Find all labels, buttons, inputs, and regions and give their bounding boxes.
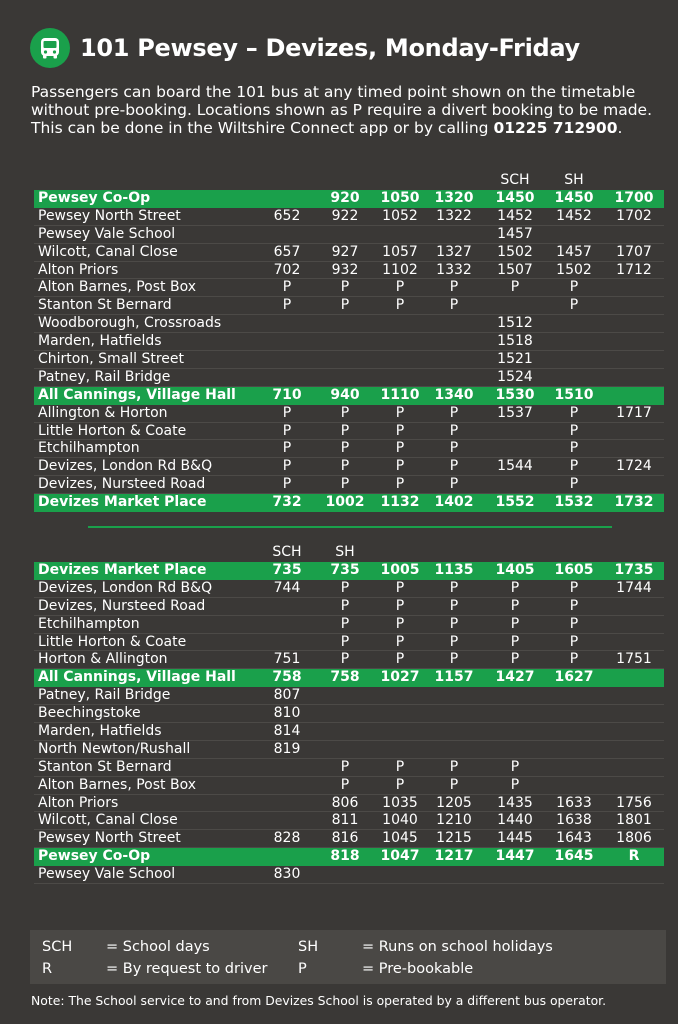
timing-point-row (34, 669, 664, 687)
stop-name: Pewsey North Street (38, 207, 181, 224)
stop-name: Patney, Rail Bridge (38, 368, 171, 385)
departure-time: P (282, 458, 292, 475)
stop-name: Pewsey Vale School (38, 225, 176, 242)
departure-time: 940 (330, 386, 360, 403)
departure-time: P (340, 633, 350, 650)
departure-time: 1320 (434, 190, 474, 206)
departure-time: P (449, 758, 459, 775)
table-row (34, 634, 664, 652)
table-row (34, 244, 664, 262)
departure-time: 1047 (380, 848, 420, 865)
departure-time: 1040 (382, 812, 418, 829)
departure-time: 1052 (382, 207, 418, 224)
departure-time: 1057 (382, 243, 418, 260)
table-row (34, 315, 664, 333)
departure-time: 1544 (497, 458, 533, 475)
departure-time: 1751 (616, 651, 652, 668)
departure-time: 1050 (380, 190, 420, 206)
phone-number: 01225 712900 (493, 119, 618, 137)
departure-time: P (395, 579, 405, 596)
departure-time: 1700 (614, 190, 654, 206)
departure-time: 1732 (614, 494, 654, 511)
departure-time: P (340, 615, 350, 632)
stop-name: Stanton St Bernard (38, 297, 172, 314)
departure-time: P (569, 422, 579, 439)
departure-time: 1521 (497, 351, 533, 368)
departure-time: P (395, 476, 405, 493)
stop-name: Etchilhampton (38, 440, 140, 457)
departure-time: 1532 (554, 494, 594, 511)
stop-name: Pewsey Co-Op (38, 848, 151, 865)
departure-time: 1210 (436, 812, 472, 829)
departure-time: 1450 (554, 190, 594, 206)
departure-time: 1756 (616, 794, 652, 811)
stop-name: Alton Barnes, Post Box (38, 776, 196, 793)
stop-name: Patney, Rail Bridge (38, 687, 171, 704)
departure-time: 818 (330, 848, 360, 865)
departure-time: 732 (272, 494, 302, 511)
departure-time: 1707 (616, 243, 652, 260)
departure-time: 1450 (495, 190, 535, 206)
table-row (34, 297, 664, 315)
departure-time: 1512 (497, 315, 533, 332)
departure-time: P (449, 615, 459, 632)
column-header: SCH (272, 544, 302, 560)
stop-name: Beechingstoke (38, 705, 141, 722)
departure-time: 1744 (616, 579, 652, 596)
departure-time: P (569, 615, 579, 632)
departure-time: P (569, 297, 579, 314)
departure-time: P (395, 633, 405, 650)
departure-time: P (395, 297, 405, 314)
departure-time: P (395, 776, 405, 793)
timetable-pewsey-to-devizes (34, 172, 664, 512)
departure-time: 819 (273, 740, 301, 757)
departure-time: P (510, 651, 520, 668)
timing-point-row (34, 494, 664, 512)
departure-time: P (340, 651, 350, 668)
legend-desc: = Pre-bookable (362, 961, 474, 977)
column-header: SH (335, 544, 355, 560)
departure-time: 1215 (436, 830, 472, 847)
timing-point-row (34, 562, 664, 580)
departure-time: P (510, 279, 520, 296)
departure-time: P (340, 422, 350, 439)
table-row (34, 705, 664, 723)
departure-time: P (510, 597, 520, 614)
stop-name: Etchilhampton (38, 615, 140, 632)
departure-time: 1510 (554, 386, 594, 403)
departure-time: 1157 (434, 669, 474, 686)
departure-time: P (282, 422, 292, 439)
departure-time: P (510, 615, 520, 632)
stop-name: Stanton St Bernard (38, 758, 172, 775)
column-header: SH (564, 172, 584, 188)
departure-time: 1530 (495, 386, 535, 403)
departure-time: P (282, 476, 292, 493)
departure-time: P (569, 597, 579, 614)
legend-code: SCH (42, 939, 73, 955)
departure-time: 1205 (436, 794, 472, 811)
departure-time: P (510, 633, 520, 650)
table-row (34, 226, 664, 244)
departure-time: 922 (331, 207, 359, 224)
departure-time: P (282, 404, 292, 421)
stop-name: Alton Priors (38, 794, 119, 811)
table-row (34, 866, 664, 884)
departure-time: 810 (273, 705, 301, 722)
departure-time: 744 (273, 579, 301, 596)
legend-desc: = School days (106, 939, 210, 955)
departure-time: P (395, 404, 405, 421)
departure-time: 1643 (556, 830, 592, 847)
table-row (34, 830, 664, 848)
departure-time: 1801 (616, 812, 652, 829)
departure-time: 927 (331, 243, 359, 260)
departure-time: P (449, 279, 459, 296)
timing-point-row (34, 848, 664, 866)
departure-time: 751 (273, 651, 301, 668)
departure-time: 1507 (497, 261, 533, 278)
departure-time: P (395, 279, 405, 296)
stop-name: Pewsey Co-Op (38, 190, 151, 206)
departure-time: P (449, 579, 459, 596)
table-row (34, 351, 664, 369)
departure-time: 1717 (616, 404, 652, 421)
departure-time: 1735 (614, 562, 654, 578)
departure-time: P (395, 758, 405, 775)
departure-time: 1724 (616, 458, 652, 475)
departure-time: P (395, 422, 405, 439)
departure-time: 1627 (554, 669, 594, 686)
departure-time: P (569, 579, 579, 596)
departure-time: 1002 (325, 494, 365, 511)
table-row (34, 759, 664, 777)
departure-time: P (340, 597, 350, 614)
departure-time: 806 (331, 794, 359, 811)
departure-time: P (449, 440, 459, 457)
stop-name: Horton & Allington (38, 651, 168, 668)
departure-time: 1110 (380, 386, 420, 403)
stop-name: Marden, Hatfields (38, 333, 162, 350)
legend-desc: = Runs on school holidays (362, 939, 553, 955)
departure-time: 1405 (495, 562, 535, 578)
departure-time: 1217 (434, 848, 474, 865)
stop-name: Devizes, Nursteed Road (38, 597, 206, 614)
departure-time: 1457 (497, 225, 533, 242)
departure-time: 1427 (495, 669, 535, 686)
stop-name: Allington & Horton (38, 404, 168, 421)
departure-time: R (628, 848, 640, 865)
departure-time: 932 (331, 261, 359, 278)
departure-time: 920 (330, 190, 360, 206)
legend-code: SH (298, 939, 319, 955)
departure-time: P (340, 579, 350, 596)
departure-time: P (449, 597, 459, 614)
departure-time: 1806 (616, 830, 652, 847)
departure-time: P (282, 297, 292, 314)
departure-time: 1638 (556, 812, 592, 829)
table-row (34, 440, 664, 458)
departure-time: 1327 (436, 243, 472, 260)
stop-name: Alton Priors (38, 261, 119, 278)
departure-time: 1135 (434, 562, 474, 578)
departure-time: P (395, 615, 405, 632)
table-row (34, 423, 664, 441)
departure-time: 1435 (497, 794, 533, 811)
departure-time: 1452 (497, 207, 533, 224)
departure-time: 758 (330, 669, 360, 686)
stop-name: Wilcott, Canal Close (38, 812, 178, 829)
bus-icon (30, 28, 70, 68)
column-header-row (34, 544, 664, 562)
departure-time: P (569, 404, 579, 421)
departure-time: 1440 (497, 812, 533, 829)
departure-time: P (395, 651, 405, 668)
departure-time: P (449, 633, 459, 650)
departure-time: 814 (273, 723, 301, 740)
page-title: 101 Pewsey – Devizes, Monday-Friday (80, 34, 580, 62)
page-header (30, 28, 580, 68)
intro-suffix: . (617, 119, 623, 137)
table-row (34, 651, 664, 669)
departure-time: 1452 (556, 207, 592, 224)
table-row (34, 723, 664, 741)
table-row (34, 580, 664, 598)
departure-time: 828 (273, 830, 301, 847)
section-divider (88, 526, 612, 528)
departure-time: 1457 (556, 243, 592, 260)
stop-name: Devizes, London Rd B&Q (38, 458, 213, 475)
departure-time: P (340, 458, 350, 475)
stop-name: All Cannings, Village Hall (38, 386, 236, 403)
stop-name: Wilcott, Canal Close (38, 243, 178, 260)
departure-time: 1045 (382, 830, 418, 847)
stop-name: North Newton/Rushall (38, 740, 191, 757)
departure-time: 1702 (616, 207, 652, 224)
column-header-row (34, 172, 664, 190)
timetable-devizes-to-pewsey (34, 544, 664, 884)
table-row (34, 333, 664, 351)
departure-time: 1035 (382, 794, 418, 811)
departure-time: P (340, 297, 350, 314)
table-row (34, 598, 664, 616)
timing-point-row (34, 190, 664, 208)
intro-text: Passengers can board the 101 bus at any timed point shown on the timetable without pre-booking. Locations shown as P require a divert booking to be made. This can be done in the Wiltshire Connect app or by calling (31, 83, 652, 137)
departure-time: 1524 (497, 368, 533, 385)
departure-time: P (449, 297, 459, 314)
departure-time: P (510, 758, 520, 775)
departure-time: 811 (331, 812, 359, 829)
departure-time: 1322 (436, 207, 472, 224)
stop-name: Marden, Hatfields (38, 723, 162, 740)
table-row (34, 458, 664, 476)
stop-name: Alton Barnes, Post Box (38, 279, 196, 296)
stop-name: Pewsey Vale School (38, 866, 176, 883)
departure-time: 702 (273, 261, 301, 278)
departure-time: P (449, 651, 459, 668)
timing-point-row (34, 387, 664, 405)
table-row (34, 687, 664, 705)
table-row (34, 616, 664, 634)
departure-time: 758 (272, 669, 302, 686)
departure-time: P (395, 440, 405, 457)
stop-name: Devizes, London Rd B&Q (38, 579, 213, 596)
table-row (34, 476, 664, 494)
departure-time: 1005 (380, 562, 420, 578)
stop-name: Devizes Market Place (38, 494, 207, 511)
departure-time: P (340, 476, 350, 493)
departure-time: 830 (273, 866, 301, 883)
departure-time: P (282, 440, 292, 457)
departure-time: 1027 (380, 669, 420, 686)
departure-time: 1402 (434, 494, 474, 511)
departure-time: P (569, 476, 579, 493)
departure-time: 1445 (497, 830, 533, 847)
departure-time: 657 (273, 243, 301, 260)
departure-time: P (449, 458, 459, 475)
departure-time: 1645 (554, 848, 594, 865)
departure-time: 1552 (495, 494, 535, 511)
departure-time: P (449, 404, 459, 421)
departure-time: P (510, 776, 520, 793)
table-row (34, 741, 664, 759)
table-row (34, 795, 664, 813)
table-row (34, 405, 664, 423)
departure-time: 1502 (497, 243, 533, 260)
departure-time: 1340 (434, 386, 474, 403)
departure-time: P (510, 579, 520, 596)
table-row (34, 369, 664, 387)
legend (30, 930, 666, 984)
table-row (34, 279, 664, 297)
departure-time: P (395, 597, 405, 614)
legend-code: P (298, 961, 307, 977)
departure-time: P (340, 440, 350, 457)
departure-time: P (569, 279, 579, 296)
departure-time: 1518 (497, 333, 533, 350)
departure-time: 1712 (616, 261, 652, 278)
departure-time: P (569, 440, 579, 457)
legend-code: R (42, 961, 53, 977)
table-row (34, 777, 664, 795)
departure-time: 1633 (556, 794, 592, 811)
departure-time: P (340, 758, 350, 775)
table-row (34, 812, 664, 830)
departure-time: P (395, 458, 405, 475)
legend-desc: = By request to driver (106, 961, 268, 977)
departure-time: P (340, 404, 350, 421)
departure-time: P (282, 279, 292, 296)
intro-paragraph (31, 83, 661, 137)
departure-time: 710 (272, 386, 302, 403)
departure-time: 807 (273, 687, 301, 704)
departure-time: 1502 (556, 261, 592, 278)
stop-name: Little Horton & Coate (38, 633, 187, 650)
departure-time: P (449, 422, 459, 439)
departure-time: 1102 (382, 261, 418, 278)
stop-name: Devizes, Nursteed Road (38, 476, 206, 493)
departure-time: P (340, 279, 350, 296)
departure-time: 1447 (495, 848, 535, 865)
departure-time: P (340, 776, 350, 793)
departure-time: 735 (272, 562, 302, 578)
departure-time: 1605 (554, 562, 594, 578)
departure-time: 1132 (380, 494, 420, 511)
departure-time: 652 (273, 207, 301, 224)
table-row (34, 262, 664, 280)
footnote: Note: The School service to and from Devizes School is operated by a different bus operator. (31, 993, 607, 1008)
departure-time: 1537 (497, 404, 533, 421)
departure-time: 816 (331, 830, 359, 847)
departure-time: 735 (330, 562, 360, 578)
stop-name: Devizes Market Place (38, 562, 207, 578)
departure-time: P (449, 776, 459, 793)
table-row (34, 208, 664, 226)
departure-time: P (569, 651, 579, 668)
stop-name: Pewsey North Street (38, 830, 181, 847)
departure-time: 1332 (436, 261, 472, 278)
departure-time: P (569, 458, 579, 475)
stop-name: Little Horton & Coate (38, 422, 187, 439)
column-header: SCH (500, 172, 530, 188)
departure-time: P (569, 633, 579, 650)
stop-name: All Cannings, Village Hall (38, 669, 236, 686)
stop-name: Woodborough, Crossroads (38, 315, 222, 332)
departure-time: P (449, 476, 459, 493)
stop-name: Chirton, Small Street (38, 351, 184, 368)
